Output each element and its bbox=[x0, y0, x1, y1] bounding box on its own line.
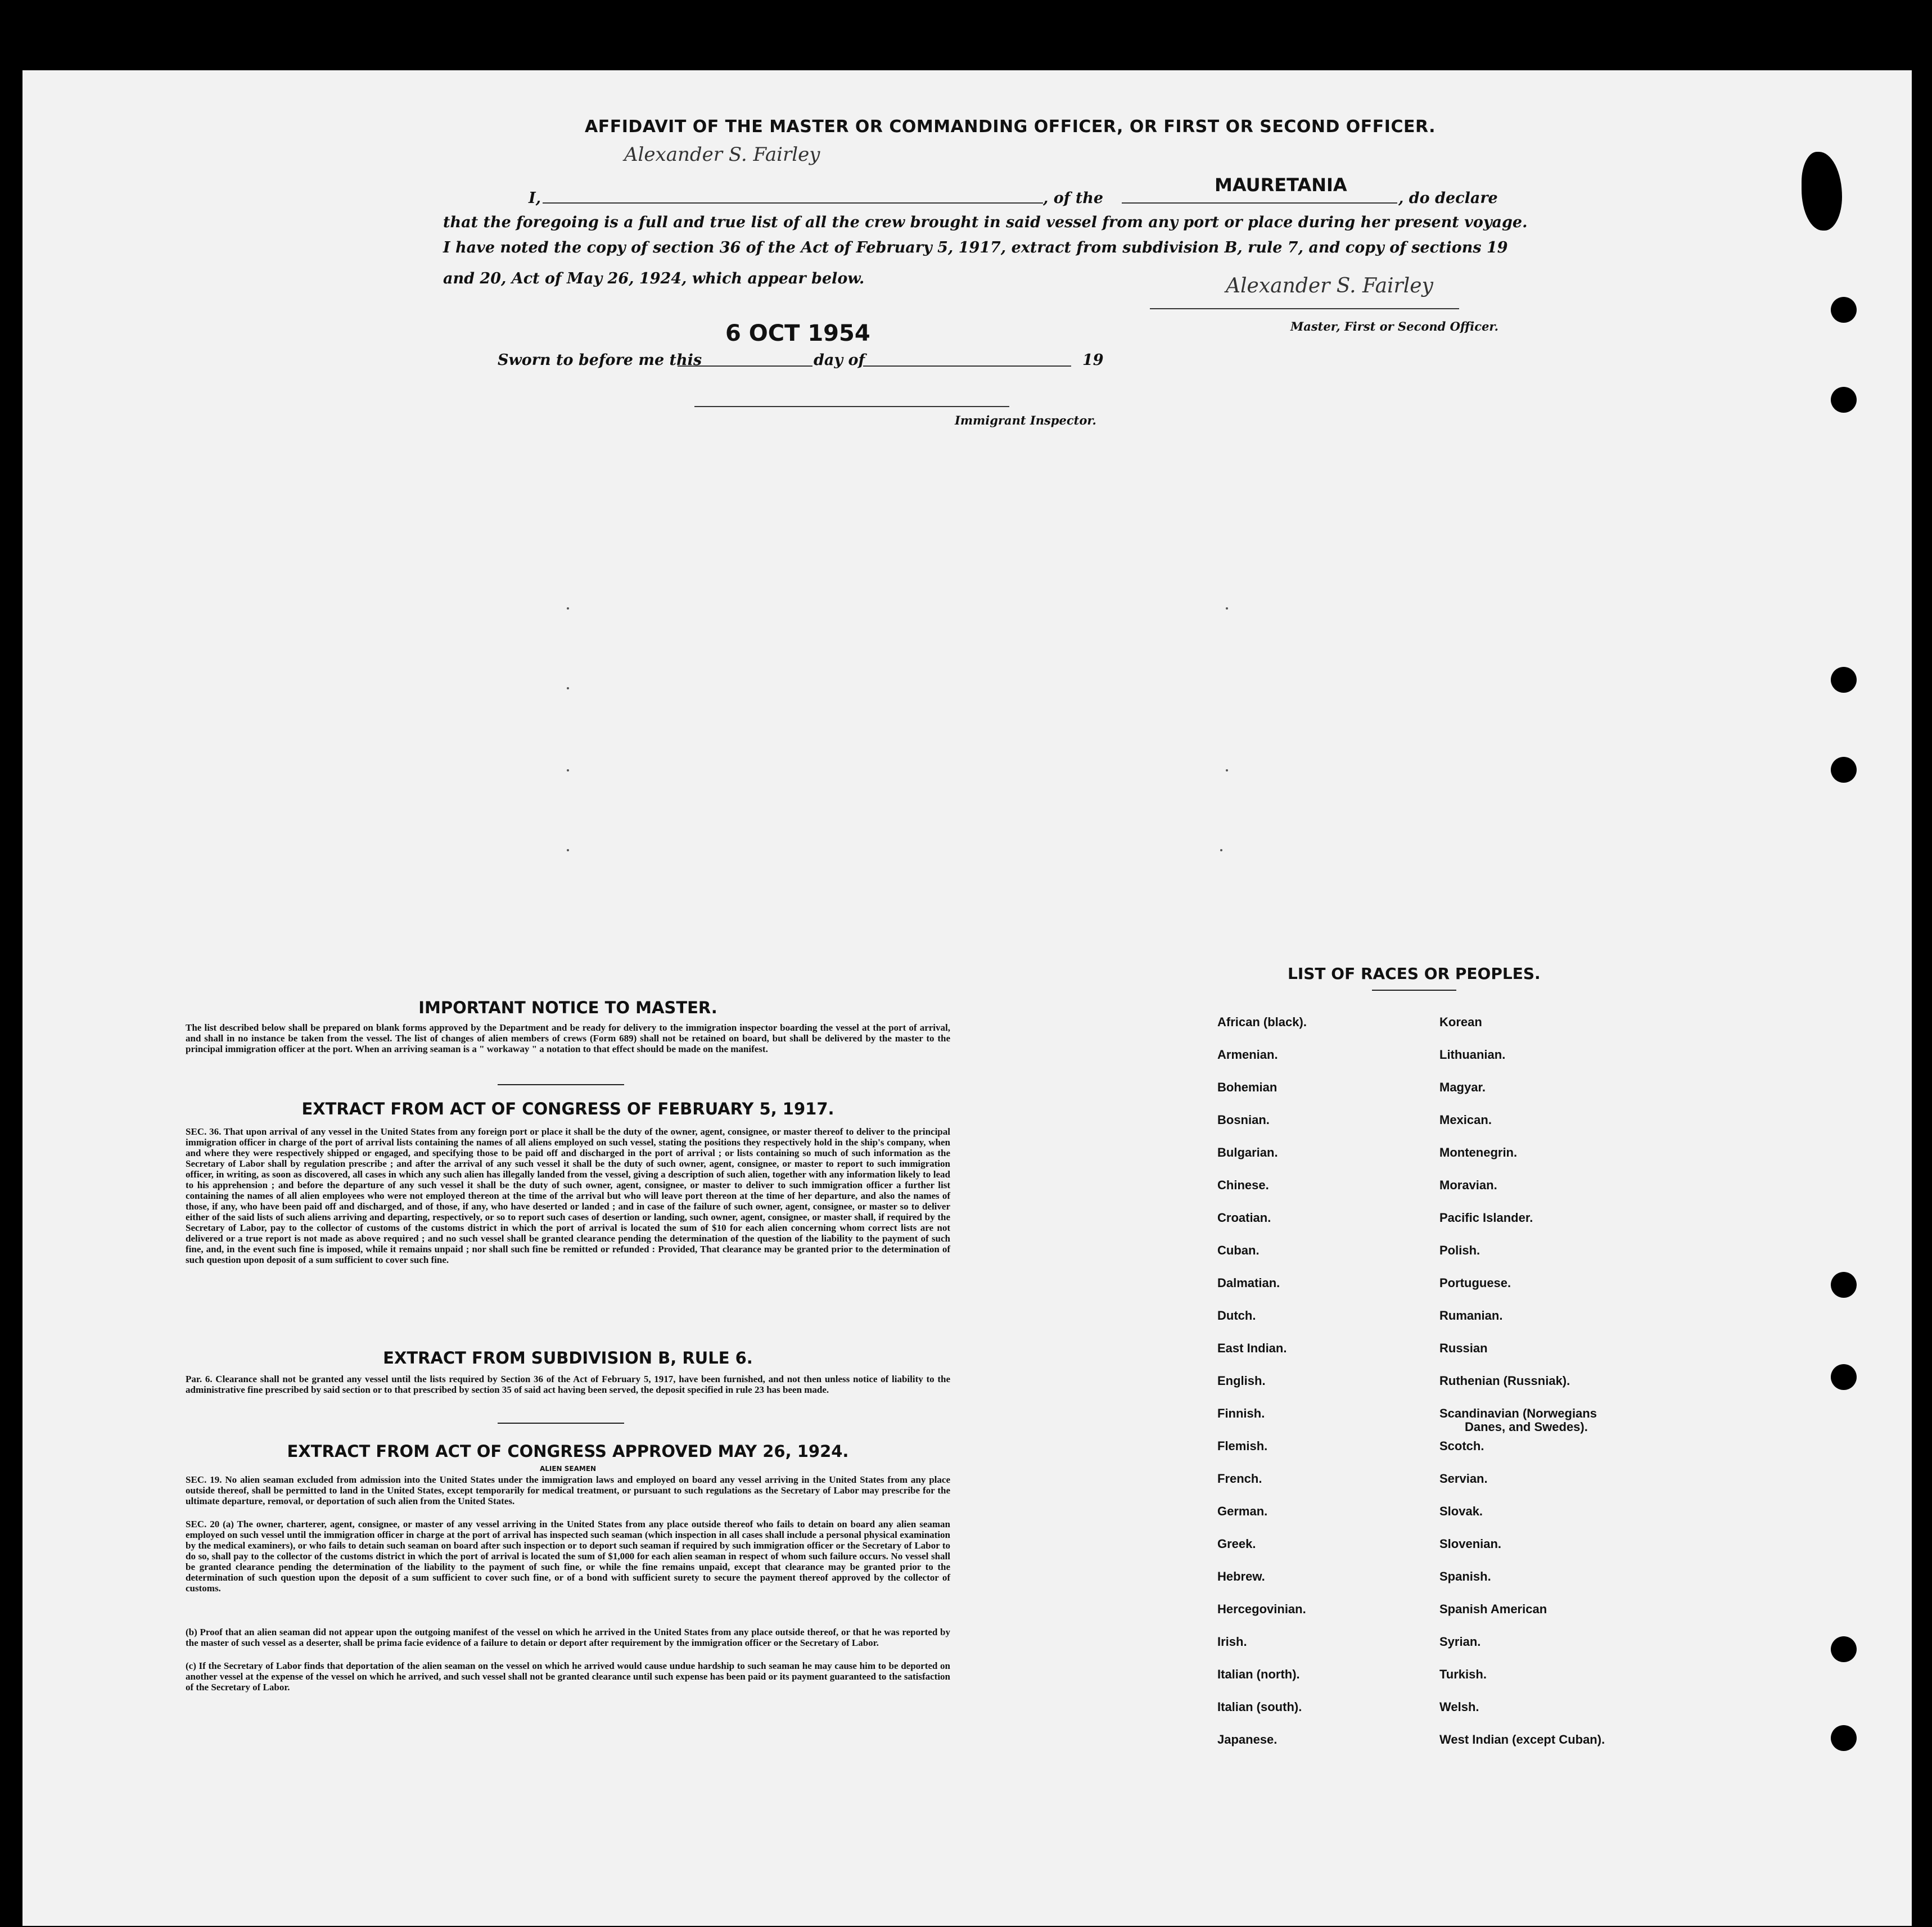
race-item: Portuguese. bbox=[1439, 1276, 1511, 1290]
name-line bbox=[543, 202, 1043, 204]
race-item: Scandinavian (Norwegians bbox=[1439, 1406, 1597, 1420]
affidavit-line-2: that the foregoing is a full and true list of all the crew brought in said vessel from any port or place during her present voyage. bbox=[443, 214, 1528, 231]
race-scandinavian-continued: Danes, and Swedes). bbox=[1465, 1420, 1588, 1434]
race-item: Greek. bbox=[1217, 1537, 1256, 1551]
race-item: African (black). bbox=[1217, 1015, 1307, 1029]
race-item: English. bbox=[1217, 1374, 1266, 1388]
do-declare-label: , do declare bbox=[1398, 189, 1498, 207]
race-item: West Indian (except Cuban). bbox=[1439, 1732, 1605, 1747]
of-the-label: , of the bbox=[1043, 189, 1104, 207]
extract-1924-sec20b: (b) Proof that an alien seaman did not appear upon the outgoing manifest of the vessel on which he arrived in the United States from any place outside thereof, or that he was reported by the master of such vessel as a deserter, shall be prima facie evidence of a failure to detain or deport after requirement by the immigration officer or the Secretary of Labor. bbox=[186, 1627, 950, 1648]
race-item: Welsh. bbox=[1439, 1700, 1479, 1714]
faint-mark bbox=[1226, 607, 1228, 610]
race-item: Korean bbox=[1439, 1015, 1482, 1029]
punch-hole bbox=[1831, 1272, 1857, 1298]
extract-1917-heading: EXTRACT FROM ACT OF CONGRESS OF FEBRUARY 5, 1917. bbox=[301, 1099, 834, 1118]
extract-1917-text: SEC. 36. That upon arrival of any vessel in the United States from any foreign port or place it shall be the duty of the owner, agent, consignee, or master thereof to deliver to the principal immigration officer in charge of the port of arrival lists containing the names of all aliens employed on such vessel, stating the positions they respectively hold in the ship's company, when and where they were respectively shipped or engaged, and specifying those to be paid off and discharged in the port of arrival ; or lists containing so much of such information as the Secretary of Labor shall by regulation prescribe ; and after the arrival of any such vessel it shall be the duty of such owner, agent, consignee, or master to report to such immigration officer, in writing, as soon as discovered, all cases in which any such alien has illegally landed from the vessel, giving a description of such alien, together with any information likely to lead to his apprehension ; and before the departure of any such vessel it shall be the duty of such owner, agent, consignee, or master to deliver to such immigration officer a further list containing the names of all alien employees who were not employed thereon at the time of the arrival but who will leave port thereon at the time of her departure, and also the names of those, if any, who have been paid off and discharged, and of those, if any, who have deserted or landed ; and in case of the failure of such owner, agent, consignee, or master so to deliver either of the said lists of such aliens arriving and departing, respectively, or so to report such cases of desertion or landing, such owner, agent, consignee, or master shall, if required by the Secretary of Labor, pay to the collector of customs of the customs district in which the port of arrival is located the sum of $10 for each alien concerning whom correct lists are not delivered or a true report is not made as above required ; and no such vessel shall be granted clearance pending the determination of the question of the liability to the payment of such fine, and, in the event such fine is imposed, while it remains unpaid ; nor shall such fine be remitted or refunded : Provided, That clearance may be granted prior to the determination of such question upon deposit of a sum sufficient to cover such fine. bbox=[186, 1126, 950, 1265]
race-item: Polish. bbox=[1439, 1243, 1480, 1257]
punch-hole bbox=[1831, 667, 1857, 693]
master-signature: Alexander S. Fairley bbox=[1226, 274, 1433, 297]
inspector-label: Immigrant Inspector. bbox=[955, 413, 1096, 427]
race-item: Bulgarian. bbox=[1217, 1145, 1278, 1159]
race-item: Russian bbox=[1439, 1341, 1488, 1355]
race-item: German. bbox=[1217, 1504, 1268, 1518]
notice-heading: IMPORTANT NOTICE TO MASTER. bbox=[418, 998, 717, 1017]
punch-hole bbox=[1831, 297, 1857, 323]
race-item: Finnish. bbox=[1217, 1406, 1265, 1420]
divider bbox=[1372, 990, 1456, 991]
race-item: Turkish. bbox=[1439, 1667, 1487, 1681]
sworn-label: Sworn to before me this bbox=[498, 351, 702, 369]
race-item: Italian (south). bbox=[1217, 1700, 1302, 1714]
punch-hole bbox=[1831, 1636, 1857, 1662]
sworn-month-line bbox=[863, 365, 1071, 367]
race-item: Japanese. bbox=[1217, 1732, 1278, 1747]
vessel-name-stamp: MAURETANIA bbox=[1215, 174, 1347, 196]
race-item: Pacific Islander. bbox=[1439, 1211, 1533, 1225]
punch-hole bbox=[1831, 1364, 1857, 1390]
extract-b-heading: EXTRACT FROM SUBDIVISION B, RULE 6. bbox=[383, 1348, 753, 1368]
master-label: Master, First or Second Officer. bbox=[1290, 319, 1498, 333]
sworn-day-line bbox=[678, 365, 812, 367]
race-item: Flemish. bbox=[1217, 1439, 1268, 1453]
faint-mark bbox=[567, 607, 569, 610]
punch-hole bbox=[1831, 387, 1857, 413]
affidavit-title: AFFIDAVIT OF THE MASTER OR COMMANDING OFFICER, OR FIRST OR SECOND OFFICER. bbox=[585, 117, 1436, 137]
race-item: Irish. bbox=[1217, 1635, 1247, 1649]
race-item: Italian (north). bbox=[1217, 1667, 1300, 1681]
punch-hole bbox=[1831, 1725, 1857, 1751]
extract-1924-sec19: SEC. 19. No alien seaman excluded from admission into the United States under the immigration laws and employed on board any vessel arriving in the United States from any place outside thereof, shall be permitted to land in the United States, except temporarily for medical treatment, or pursuant to such regulations as the Secretary of Labor may prescribe for the ultimate departure, removal, or deportation of such alien from the United States. bbox=[186, 1474, 950, 1506]
race-item: Hebrew. bbox=[1217, 1569, 1265, 1583]
notice-text: The list described below shall be prepared on blank forms approved by the Department and be ready for delivery to the immigration inspector boarding the vessel at the port of arrival, and shall in no instance be taken from the vessel. The list of changes of alien members of crews (Form 689) shall not be retained on board, but shall be delivered by the master to the principal immigration officer at the port. When an arriving seaman is a " workaway " a notation to that effect should be made on the manifest. bbox=[186, 1022, 950, 1054]
extract-1924-sec20a: SEC. 20 (a) The owner, charterer, agent, consignee, or master of any vessel arriving in the United States from any place outside thereof who fails to detain on board any alien seaman employed on such vessel until the immigration officer in charge at the port of arrival has inspected such seaman (which inspection in all cases shall include a personal physical examination by the medical examiners), or who fails to detain such seaman on board after such inspection or to deport such seaman if required by such immigration officer or the Secretary of Labor to do so, shall pay to the collector of the customs district in which the port of arrival is located the sum of $1,000 for each alien seaman in respect of whom such failure occurs. No vessel shall be granted clearance pending the determination of the liability to the payment of such fine, or while the fine remains unpaid, except that clearance may be granted prior to the determination of such question upon the deposit of a sum sufficient to cover such fine, or of a bond with sufficient surety to secure the payment thereof approved by the collector of customs. bbox=[186, 1519, 950, 1594]
faint-mark bbox=[567, 769, 569, 771]
extract-b-text: Par. 6. Clearance shall not be granted any vessel until the lists required by Section 36 of the Act of February 5, 1917, have been furnished, and not then unless notice of liability to the administrative fine prescribed by said section or to that prescribed by section 35 of said act having been served, the deposit specified in rule 23 has been made. bbox=[186, 1374, 950, 1395]
year-prefix: 19 bbox=[1082, 351, 1104, 369]
race-item: Moravian. bbox=[1439, 1178, 1497, 1192]
faint-mark bbox=[1226, 769, 1228, 771]
race-item: Magyar. bbox=[1439, 1080, 1486, 1094]
affidavit-line-3: I have noted the copy of section 36 of the Act of February 5, 1917, extract from subdivision B, rule 7, and copy of sections 19 bbox=[443, 239, 1508, 256]
extract-1924-sec20c: (c) If the Secretary of Labor finds that deportation of the alien seaman on the vessel on which he arrived would cause undue hardship to such seaman he may cause him to be deported on another vessel at the expense of the vessel on which he arrived, and such vessel shall not be granted clearance until such expense has been paid or its payment guaranteed to the satisfaction of the Secretary of Labor. bbox=[186, 1660, 950, 1693]
alien-seamen-subheading: ALIEN SEAMEN bbox=[539, 1465, 597, 1473]
punch-hole bbox=[1831, 757, 1857, 783]
race-item: Servian. bbox=[1439, 1472, 1488, 1486]
handwritten-name: Alexander S. Fairley bbox=[624, 143, 820, 166]
divider bbox=[498, 1084, 624, 1085]
race-item: Montenegrin. bbox=[1439, 1145, 1518, 1159]
divider bbox=[498, 1423, 624, 1424]
race-item: Lithuanian. bbox=[1439, 1048, 1506, 1062]
race-item: Slovenian. bbox=[1439, 1537, 1502, 1551]
day-of-label: day of bbox=[814, 351, 865, 369]
inspector-line bbox=[694, 406, 1009, 407]
race-item: Mexican. bbox=[1439, 1113, 1492, 1127]
race-item: French. bbox=[1217, 1472, 1262, 1486]
race-item: Dalmatian. bbox=[1217, 1276, 1280, 1290]
race-item: Bosnian. bbox=[1217, 1113, 1270, 1127]
race-item: Ruthenian (Russniak). bbox=[1439, 1374, 1570, 1388]
faint-mark bbox=[567, 849, 569, 851]
race-item: Rumanian. bbox=[1439, 1308, 1503, 1323]
race-item: Bohemian bbox=[1217, 1080, 1278, 1094]
race-item: Spanish. bbox=[1439, 1569, 1491, 1583]
race-item: Dutch. bbox=[1217, 1308, 1256, 1323]
race-item: Syrian. bbox=[1439, 1635, 1481, 1649]
affidavit-line-4: and 20, Act of May 26, 1924, which appear below. bbox=[443, 270, 865, 287]
races-heading: LIST OF RACES OR PEOPLES. bbox=[1288, 964, 1541, 983]
race-item: Croatian. bbox=[1217, 1211, 1271, 1225]
vessel-line bbox=[1122, 202, 1397, 204]
race-item: East Indian. bbox=[1217, 1341, 1287, 1355]
faint-mark bbox=[567, 687, 569, 689]
race-item: Chinese. bbox=[1217, 1178, 1269, 1192]
race-item: Hercegovinian. bbox=[1217, 1602, 1306, 1616]
i-label: I, bbox=[529, 189, 541, 207]
faint-mark bbox=[1220, 849, 1222, 851]
race-item: Slovak. bbox=[1439, 1504, 1483, 1518]
race-item: Cuban. bbox=[1217, 1243, 1260, 1257]
signature-line bbox=[1150, 308, 1459, 309]
race-item: Spanish American bbox=[1439, 1602, 1547, 1616]
race-item: Armenian. bbox=[1217, 1048, 1278, 1062]
race-item: Scotch. bbox=[1439, 1439, 1484, 1453]
extract-1924-heading: EXTRACT FROM ACT OF CONGRESS APPROVED MAY 26, 1924. bbox=[287, 1442, 849, 1461]
date-stamp: 6 OCT 1954 bbox=[725, 321, 870, 346]
